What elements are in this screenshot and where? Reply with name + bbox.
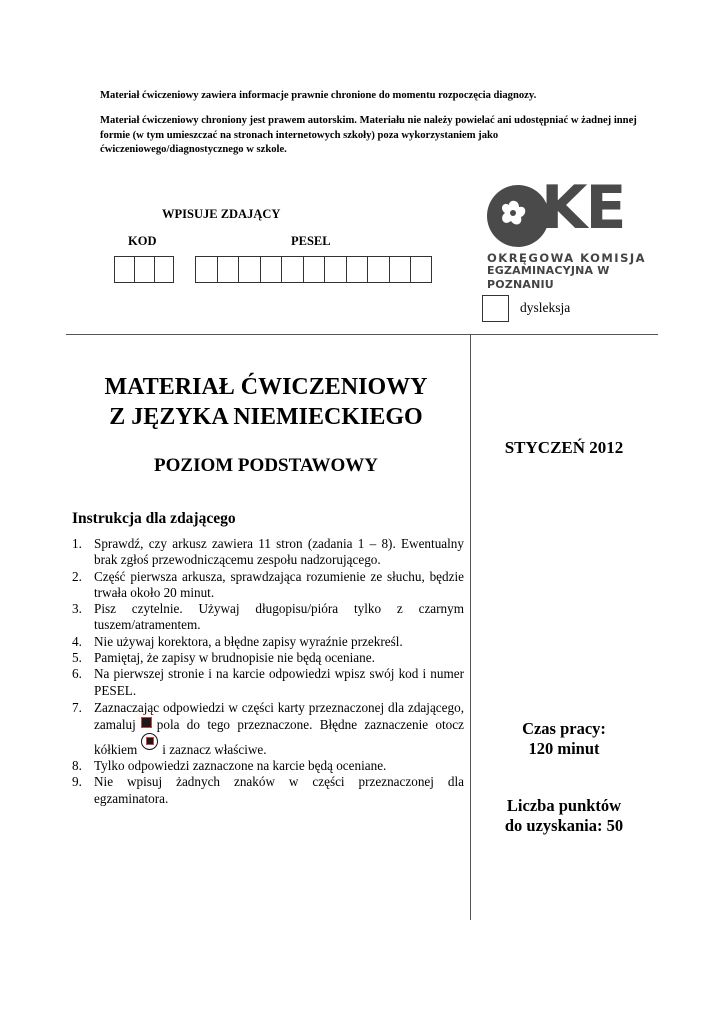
instruction-item: 6. Na pierwszej stronie i na karcie odpowiedzi wpisz swój kod i numer PESEL. — [72, 666, 464, 698]
logo-line1: OKRĘGOWA KOMISJA — [487, 251, 647, 265]
instructions-list — [72, 536, 464, 807]
pesel-box[interactable] — [410, 256, 432, 283]
kod-box[interactable] — [114, 256, 134, 283]
points-value: do uzyskania: 50 — [504, 816, 624, 835]
pesel-box[interactable] — [303, 256, 325, 283]
pesel-box[interactable] — [260, 256, 282, 283]
candidate-heading: WPISUJE ZDAJĄCY — [162, 207, 281, 221]
time-value: 120 minut — [528, 739, 600, 758]
horizontal-divider — [66, 334, 658, 335]
instructions-heading: Instrukcja dla zdającego — [72, 510, 236, 527]
filled-square-icon — [141, 717, 152, 728]
pesel-box[interactable] — [217, 256, 239, 283]
time-label: Czas pracy: — [522, 719, 606, 738]
instruction-item: 5. Pamiętaj, że zapisy w brudnopisie nie będą oceniane. — [72, 650, 375, 666]
copyright-notice-2: Materiał ćwiczeniowy chroniony jest prawem autorskim. Materiału nie należy powielać ani udostępniać w żadnej innej formie (w tym umieszczać na stronach internetowych szkoły) poza wykorzystaniem jako ćwiczeniowego/diagnostycznego w szkole. — [100, 115, 637, 155]
oke-logo — [487, 173, 647, 291]
kod-label: KOD — [128, 234, 157, 248]
pesel-box[interactable] — [195, 256, 217, 283]
instruction-item: 3. Pisz czytelnie. Używaj długopisu/pióra tylko z czarnym tuszem/atramentem. — [72, 601, 464, 633]
title-line-2: Z JĘZYKA NIEMIECKIEGO — [109, 404, 423, 430]
dyslexia-label: dysleksja — [520, 300, 571, 315]
points-label: Liczba punktów — [506, 796, 622, 815]
instruction-item: 9. Nie wpisuj żadnych znaków w części przeznaczonej dla egzaminatora. — [72, 774, 464, 806]
pesel-label: PESEL — [291, 234, 331, 248]
level-title: POZIOM PODSTAWOWY — [154, 455, 378, 476]
copyright-notice-1: Materiał ćwiczeniowy zawiera informacje prawnie chronione do momentu rozpoczęcia diagnozy. — [100, 90, 537, 101]
kod-boxes[interactable] — [114, 256, 174, 283]
pesel-box[interactable] — [346, 256, 368, 283]
logo-line2: EGZAMINACYJNA W POZNANIU — [487, 264, 610, 291]
pesel-box[interactable] — [389, 256, 411, 283]
logo-letters: KE — [541, 173, 625, 243]
title-line-1: MATERIAŁ ĆWICZENIOWY — [104, 374, 428, 400]
instruction-item: 2. Część pierwsza arkusza, sprawdzająca rozumienie ze słuchu, będzie trwała około 20 minut. — [72, 568, 464, 600]
kod-box[interactable] — [134, 256, 154, 283]
instruction-item: 8. Tylko odpowiedzi zaznaczone na karcie będą oceniane. — [72, 757, 387, 773]
pesel-box[interactable] — [238, 256, 260, 283]
pesel-box[interactable] — [367, 256, 389, 283]
pesel-boxes[interactable] — [195, 256, 432, 283]
pesel-box[interactable] — [281, 256, 303, 283]
exam-date: STYCZEŃ 2012 — [504, 438, 624, 457]
instruction-item: 7. Zaznaczając odpowiedzi w części karty przeznaczonej dla zdającego, zamaluj pola do tego przeznaczone. Błędne zaznaczenie otocz kółkiem i zaznacz właściwe. — [72, 699, 464, 757]
instruction-item: 1. Sprawdź, czy arkusz zawiera 11 stron (zadania 1 – 8). Ewentualny brak zgłoś przewodniczącemu zespołu nadzorującego. — [72, 536, 464, 568]
oke-logo-mark-icon — [487, 183, 549, 249]
kod-box[interactable] — [154, 256, 174, 283]
dyslexia-checkbox[interactable] — [482, 295, 509, 322]
circled-square-icon — [141, 733, 158, 750]
pesel-box[interactable] — [324, 256, 346, 283]
instruction-item: 4. Nie używaj korektora, a błędne zapisy wyraźnie przekreśl. — [72, 633, 403, 649]
